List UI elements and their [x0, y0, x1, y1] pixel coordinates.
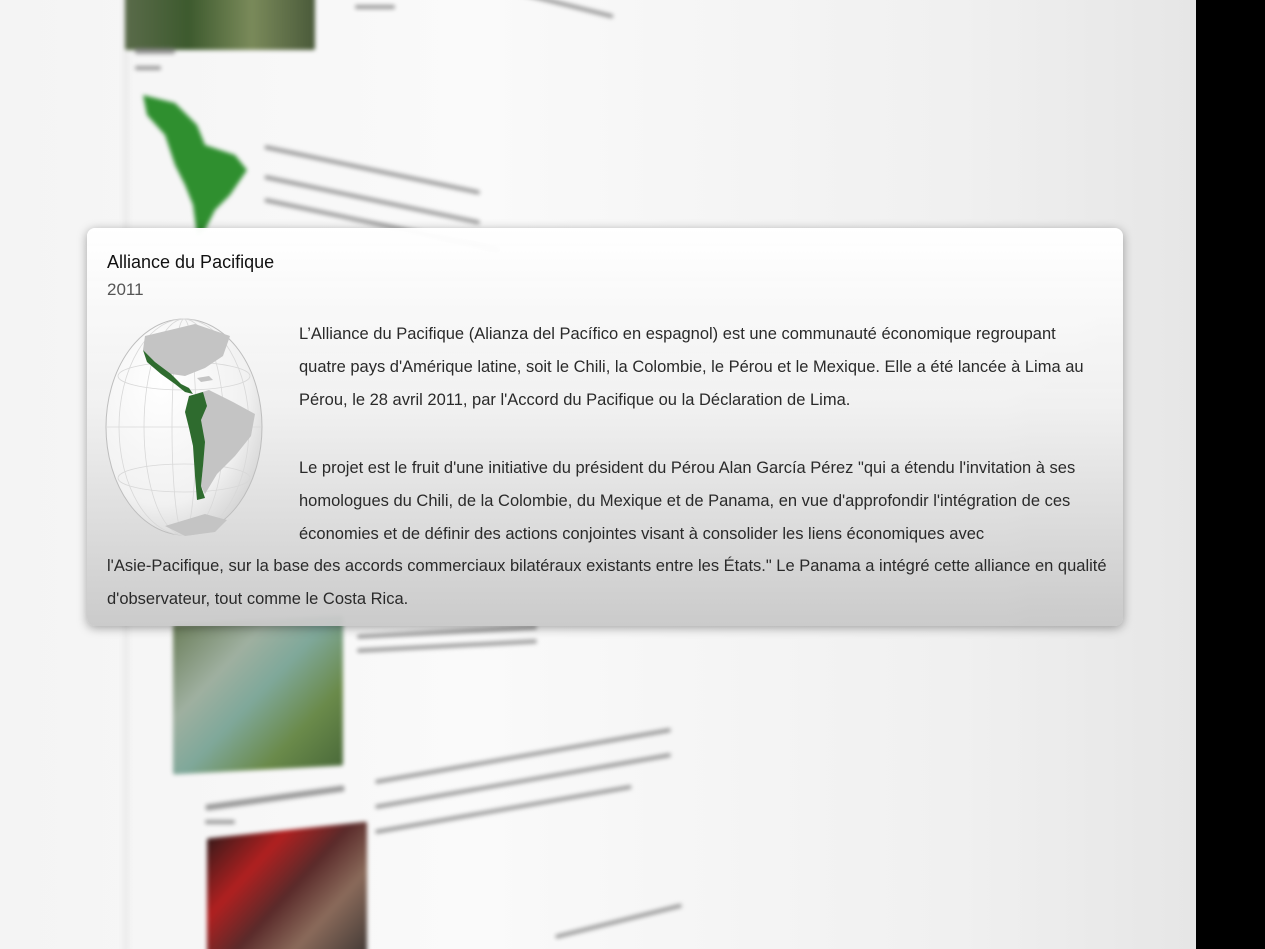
blurred-text-line: [357, 625, 537, 638]
screen-edge: [1196, 0, 1265, 949]
event-year: 2011: [107, 280, 144, 299]
event-description-paragraph: L’Alliance du Pacifique (Alianza del Pacífico en espagnol) est une communauté économique regroupant quatre pays d'Amérique latine, soit le Chili, la Colombie, le Pérou et le Mexique. Elle a été lancée à Lima au Pérou, le 28 avril 2011, par l'Accord du Pacifique ou la Déclaration de Lima.: [299, 325, 1084, 409]
blurred-text-line: [135, 66, 161, 70]
blurred-text-line: [135, 48, 175, 54]
event-description-paragraph: l'Asie-Pacifique, sur la base des accords commerciaux bilatéraux existants entre les États." Le Panama a intégré cette alliance en qualité d'observateur, tout comme le Costa Rica.: [107, 557, 1107, 608]
event-title: Alliance du Pacifique: [107, 252, 275, 272]
timeline-entry-image[interactable]: [207, 822, 367, 949]
blurred-text-line: [375, 728, 671, 784]
blurred-text-line: [357, 639, 537, 652]
event-detail-card[interactable]: [87, 228, 1123, 626]
blurred-text-line: [355, 5, 395, 9]
event-description-paragraph: Le projet est le fruit d'une initiative du président du Pérou Alan García Pérez "qui a étendu l'invitation à ses homologues du Chili, de la Colombie, du Mexique et de Panama, en vue d'approfondir l'intégration de ces économies et de définir des actions conjointes visant à consolider les liens économiques avec: [299, 459, 1076, 543]
blurred-text-line: [264, 145, 480, 195]
blurred-text-line: [375, 785, 632, 834]
timeline-entry-map-image[interactable]: [135, 95, 255, 235]
timeline-entry-image[interactable]: [173, 616, 343, 775]
blurred-text-line: [205, 820, 235, 824]
blurred-text-line: [555, 904, 682, 939]
blurred-text-line: [264, 175, 480, 225]
blurred-text-line: [205, 785, 344, 810]
timeline-entry-image[interactable]: [125, 0, 315, 50]
blurred-text-line: [496, 0, 613, 18]
globe-map-icon: [105, 316, 263, 538]
blurred-text-line: [375, 753, 671, 809]
